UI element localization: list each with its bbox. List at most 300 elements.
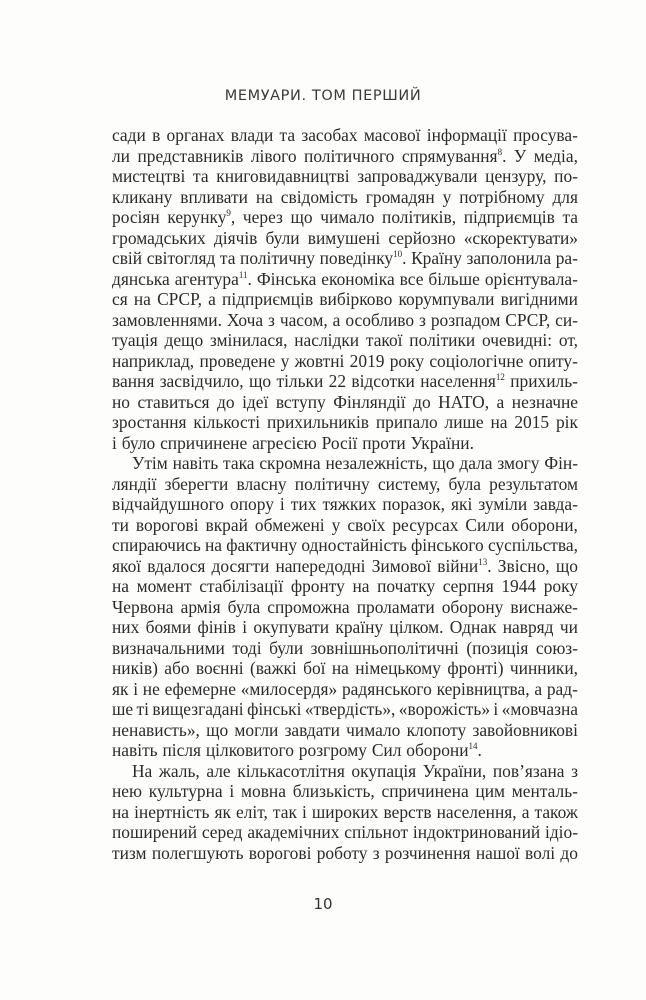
- word: але: [206, 760, 231, 781]
- word: проведене: [199, 350, 276, 371]
- word: дянська: [112, 268, 170, 289]
- word: поведінку$^{10}$.: [319, 248, 407, 268]
- word: Країну: [411, 248, 462, 268]
- text-line: [112, 310, 578, 331]
- word: заполонила: [466, 248, 552, 268]
- word: Зимової: [371, 555, 432, 576]
- word: вання: [112, 371, 155, 391]
- text-line: [112, 576, 578, 597]
- word: фінські: [247, 699, 302, 719]
- word: прихиль-: [510, 371, 578, 391]
- word: якої: [112, 555, 142, 576]
- word: ра-: [555, 248, 578, 268]
- word: кількості: [193, 412, 261, 432]
- word: проламати: [356, 596, 435, 617]
- word: серйозно: [388, 227, 456, 248]
- text-line: [112, 822, 578, 843]
- word: впливати: [180, 186, 248, 207]
- word: поширений: [112, 822, 198, 842]
- text-line: [112, 474, 578, 495]
- text-line: [112, 699, 578, 720]
- word: не: [142, 678, 160, 699]
- word: Хоча: [226, 309, 264, 330]
- word: в: [152, 125, 161, 145]
- word: нашої: [475, 842, 520, 863]
- word: діячів: [213, 227, 258, 248]
- word: що: [432, 453, 455, 473]
- word: зростання: [112, 412, 187, 432]
- text-line: [112, 453, 578, 474]
- text-line: [112, 187, 578, 208]
- word: та: [562, 207, 578, 227]
- word: запроваджували: [357, 166, 478, 186]
- word: початку: [377, 576, 436, 596]
- word: Сил: [371, 740, 402, 760]
- word: результатом: [489, 473, 578, 494]
- word: академічних: [247, 822, 340, 842]
- word: свідомість: [280, 186, 358, 207]
- word: громадських: [112, 227, 206, 248]
- word: що: [555, 555, 578, 576]
- word: визначальними: [112, 637, 225, 658]
- text-line: [112, 658, 578, 679]
- word: росіян: [112, 207, 160, 227]
- word: У: [513, 145, 527, 166]
- word: свій: [112, 248, 143, 268]
- word: керівництва,: [436, 678, 530, 699]
- word: тизм: [112, 842, 147, 863]
- text-line: [112, 843, 578, 864]
- word: тяжких: [322, 494, 377, 514]
- word: України.: [410, 432, 474, 453]
- word: одностайність: [301, 535, 407, 555]
- word: і: [133, 678, 139, 699]
- word: спираючись: [112, 535, 201, 555]
- word: них: [112, 617, 140, 637]
- word: «скоректувати»: [463, 227, 578, 248]
- word: опиту-: [528, 350, 578, 371]
- word: Сили: [465, 514, 505, 535]
- word: індоктринований: [412, 822, 541, 842]
- word: тільки: [276, 371, 324, 391]
- word: відчайдушного: [112, 494, 224, 514]
- text-line: [112, 166, 578, 187]
- word: ляндії: [112, 473, 157, 494]
- word: змогу: [497, 453, 540, 473]
- word: і: [279, 494, 285, 514]
- word: зовнішньополітичні: [310, 637, 459, 658]
- text-line: [112, 392, 578, 413]
- word: ефемерне: [164, 678, 236, 699]
- word: вигідними: [500, 289, 578, 309]
- word: на: [331, 658, 349, 678]
- word: на: [352, 576, 370, 596]
- word: засвідчило,: [159, 371, 244, 391]
- text-line: [112, 781, 578, 802]
- word: завда-: [533, 494, 578, 514]
- word: громадян: [365, 186, 435, 207]
- text-line: [112, 351, 578, 372]
- word: зуміли: [478, 494, 528, 514]
- word: боями: [145, 617, 192, 637]
- word: ників): [112, 658, 158, 678]
- word: як: [112, 678, 129, 699]
- footnote-ref: 13: [478, 556, 488, 567]
- word: ставиться: [137, 391, 210, 412]
- word: ворогові: [248, 842, 312, 863]
- word: агентура$^{11}$.: [174, 268, 252, 289]
- word: та: [279, 125, 296, 145]
- word: припало: [375, 412, 438, 432]
- text-line: [112, 617, 578, 638]
- word: або: [164, 658, 190, 678]
- word: економіка: [321, 268, 395, 289]
- word: з: [571, 760, 578, 781]
- word: інертність: [134, 801, 210, 822]
- text-line: [112, 289, 578, 310]
- word: волі: [525, 842, 556, 863]
- word: політики: [409, 330, 476, 350]
- word: оборону: [441, 596, 504, 617]
- text-line: [112, 761, 578, 782]
- word: також: [534, 801, 578, 822]
- word: масової: [363, 125, 421, 145]
- word: які: [451, 494, 473, 514]
- word: НАТО,: [438, 391, 490, 412]
- word: для: [552, 186, 578, 207]
- word: України,: [422, 760, 487, 781]
- word: цілковитого: [205, 740, 294, 760]
- word: лише: [444, 412, 484, 432]
- word: ресурсах: [392, 514, 459, 535]
- word: 2015: [514, 412, 550, 432]
- word: мистецтві: [112, 166, 186, 186]
- word: Однак: [449, 617, 497, 637]
- word: прихильників: [266, 412, 369, 432]
- word: політичну: [294, 473, 370, 494]
- word: року: [543, 576, 578, 596]
- word: оборони,: [511, 514, 578, 535]
- word: розпадом: [430, 309, 501, 330]
- word: вступу: [275, 391, 326, 412]
- word: лівого: [250, 145, 297, 166]
- footnote-ref: 8: [497, 146, 503, 157]
- text-line: [112, 248, 578, 269]
- word: до: [217, 391, 235, 412]
- word: по-: [554, 166, 578, 186]
- word: клопоту: [406, 719, 467, 740]
- word: проти: [362, 432, 406, 453]
- text-line: [112, 535, 578, 556]
- text-line: [112, 269, 578, 290]
- word: бої: [303, 658, 326, 678]
- word: рік: [555, 412, 578, 432]
- text-line: [112, 207, 578, 228]
- text-line: [112, 679, 578, 700]
- text-line: [112, 433, 578, 454]
- word: мовна: [241, 781, 286, 801]
- word: керунку$^9$,: [167, 207, 236, 227]
- word: спричинене: [160, 432, 248, 453]
- word: фронті): [447, 658, 504, 678]
- body-text: [112, 125, 578, 863]
- text-line: [112, 720, 578, 741]
- word: у: [331, 514, 341, 535]
- word: воєнні: [195, 658, 244, 678]
- word: а: [332, 309, 341, 330]
- word: у: [280, 350, 290, 371]
- word: органах: [166, 125, 225, 145]
- word: війни$^{13}$.: [437, 555, 492, 576]
- word: а: [496, 391, 505, 412]
- word: така: [223, 453, 255, 473]
- word: ше: [112, 699, 134, 719]
- word: а: [521, 801, 530, 822]
- word: власну: [236, 473, 287, 494]
- word: завойовникові: [472, 719, 578, 740]
- word: і: [229, 781, 235, 801]
- word: (позиція: [466, 637, 529, 658]
- word: «милосердя»: [240, 678, 338, 699]
- word: на: [112, 576, 130, 596]
- word: дещо: [164, 330, 204, 350]
- text-line: [112, 412, 578, 433]
- word: цензуру,: [485, 166, 547, 186]
- word: у: [442, 186, 452, 207]
- word: широких: [311, 801, 379, 822]
- word: Фін-: [544, 453, 578, 473]
- word: ворогові: [135, 514, 199, 535]
- text-line: [112, 740, 578, 761]
- word: були: [265, 227, 300, 248]
- word: чимало: [346, 719, 401, 740]
- paragraph: [112, 761, 578, 864]
- word: наприклад,: [112, 350, 195, 371]
- word: тих: [290, 494, 317, 514]
- text-line: [112, 228, 578, 249]
- word: вкрай: [205, 514, 248, 535]
- word: країну: [335, 617, 384, 637]
- word: що: [249, 371, 272, 391]
- word: Фінляндії: [333, 391, 406, 412]
- word: но: [112, 391, 131, 412]
- word: агресією: [252, 432, 317, 453]
- footnote-ref: 10: [393, 249, 403, 260]
- text-line: [112, 494, 578, 515]
- word: замовленнями.: [112, 309, 222, 330]
- word: досягти: [211, 555, 270, 576]
- word: ли: [112, 145, 130, 166]
- word: що: [206, 719, 229, 740]
- word: стабілізації: [199, 576, 284, 596]
- word: 22: [328, 371, 347, 391]
- word: роботу: [316, 842, 368, 863]
- word: засобах: [301, 125, 358, 145]
- footnote-ref: 9: [226, 208, 231, 219]
- word: і: [493, 699, 499, 719]
- word: Фінська: [256, 268, 317, 289]
- word: часом,: [279, 309, 328, 330]
- word: і: [242, 617, 248, 637]
- word: фінського: [411, 535, 484, 555]
- word: такої: [365, 330, 403, 350]
- word: окупувати: [253, 617, 330, 637]
- word: фактичну: [226, 535, 298, 555]
- word: політичного: [304, 145, 395, 166]
- word: обмежені: [254, 514, 325, 535]
- paragraph: [112, 453, 578, 761]
- word: цілком.: [389, 617, 444, 637]
- word: з: [372, 842, 380, 863]
- word: світогляд: [146, 248, 216, 268]
- word: 1944: [501, 576, 537, 596]
- word: скромна: [259, 453, 321, 473]
- word: фронту: [290, 576, 345, 596]
- word: було: [121, 432, 156, 453]
- word: інформації: [426, 125, 507, 145]
- word: дала: [459, 453, 493, 473]
- word: сади: [112, 125, 146, 145]
- word: розгрому: [298, 740, 367, 760]
- word: просува-: [513, 125, 578, 145]
- word: та: [219, 248, 236, 268]
- text-line: [112, 330, 578, 351]
- word: а: [208, 289, 216, 309]
- word: ті: [136, 699, 149, 719]
- word: підприємців: [222, 289, 314, 309]
- word: та: [193, 166, 209, 186]
- word: політиків,: [382, 207, 457, 227]
- word: ідіо-: [545, 822, 578, 842]
- word: так: [272, 801, 297, 822]
- text-line: [112, 556, 578, 577]
- word: на: [205, 535, 223, 555]
- word: напередодні: [275, 555, 366, 576]
- word: книговидавництві: [216, 166, 350, 186]
- word: на: [133, 289, 151, 309]
- word: могли: [234, 719, 279, 740]
- word: розчинення: [384, 842, 471, 863]
- word: жаль,: [158, 760, 200, 781]
- word: спільнот: [344, 822, 409, 842]
- word: систему,: [377, 473, 441, 494]
- word: цим: [475, 781, 506, 801]
- text-line: [112, 802, 578, 823]
- word: кількасотлітня: [237, 760, 345, 781]
- word: орієнтувала-: [484, 268, 578, 289]
- word: СРСР,: [157, 289, 202, 309]
- word: серед: [201, 822, 243, 842]
- word: ти: [112, 514, 129, 535]
- word: опору: [230, 494, 274, 514]
- word: з: [419, 309, 426, 330]
- word: менталь-: [511, 781, 578, 801]
- word: особливо: [345, 309, 415, 330]
- word: суспільства,: [487, 535, 578, 555]
- text-line: [112, 515, 578, 536]
- word: очевидні:: [482, 330, 553, 350]
- text-line: [112, 125, 578, 146]
- word: спричинена: [381, 781, 469, 801]
- word: СРСР,: [505, 309, 551, 330]
- word: близькість,: [292, 781, 375, 801]
- word: була: [448, 473, 481, 494]
- word: На: [132, 760, 153, 781]
- word: до: [413, 391, 431, 412]
- word: ідеї: [242, 391, 269, 412]
- word: все: [399, 268, 424, 289]
- word: спроможна: [267, 596, 350, 617]
- paragraph: [112, 125, 578, 453]
- word: своїх: [347, 514, 386, 535]
- word: верств: [383, 801, 432, 822]
- word: Росії: [321, 432, 358, 453]
- word: наслідки: [294, 330, 360, 350]
- word: були: [269, 637, 304, 658]
- word: корумпували: [398, 289, 495, 309]
- word: до: [560, 842, 578, 863]
- word: радянського: [341, 678, 432, 699]
- word: і: [301, 801, 307, 822]
- word: вимушені: [307, 227, 381, 248]
- word: вищезгадані: [152, 699, 244, 719]
- word: серпня: [442, 576, 494, 596]
- word: культурна: [148, 781, 223, 801]
- word: навіть: [172, 453, 219, 473]
- word: незначне: [511, 391, 578, 412]
- word: си-: [555, 309, 578, 330]
- word: після: [162, 740, 202, 760]
- word: змінилася,: [209, 330, 288, 350]
- word: німецькому: [355, 658, 441, 678]
- word: поразок,: [382, 494, 445, 514]
- word: населення,: [436, 801, 517, 822]
- word: підприємців: [463, 207, 555, 227]
- word: як: [214, 801, 231, 822]
- word: (важкі: [249, 658, 297, 678]
- word: туація: [112, 330, 158, 350]
- word: кликану: [112, 186, 173, 207]
- word: момент: [136, 576, 192, 596]
- word: фінів: [197, 617, 236, 637]
- footnote-ref: 12: [495, 372, 505, 383]
- word: спрямування$^8$.: [401, 145, 507, 166]
- text-line: [112, 597, 578, 618]
- word: ся: [112, 289, 128, 309]
- word: виснаже-: [510, 596, 578, 617]
- word: чимало: [320, 207, 375, 227]
- word: і: [112, 432, 117, 453]
- word: жовтні: [294, 350, 345, 371]
- word: «мовчазна: [501, 699, 578, 719]
- running-head: МЕМУАРИ. ТОМ ПЕРШИЙ: [224, 88, 422, 104]
- word: вибірково: [319, 289, 393, 309]
- word: союз-: [535, 637, 578, 658]
- word: через: [242, 207, 283, 227]
- text-line: [112, 638, 578, 659]
- text-line: [112, 146, 578, 167]
- word: Утім: [132, 453, 168, 473]
- word: відсотки: [351, 371, 415, 391]
- word: з: [268, 309, 275, 330]
- word: армія: [180, 596, 221, 617]
- word: року: [389, 350, 425, 371]
- word: політичну: [240, 248, 315, 268]
- word: навіть: [112, 740, 158, 760]
- word: влади: [230, 125, 274, 145]
- page-number: 10: [313, 895, 333, 913]
- word: окупація: [351, 760, 417, 781]
